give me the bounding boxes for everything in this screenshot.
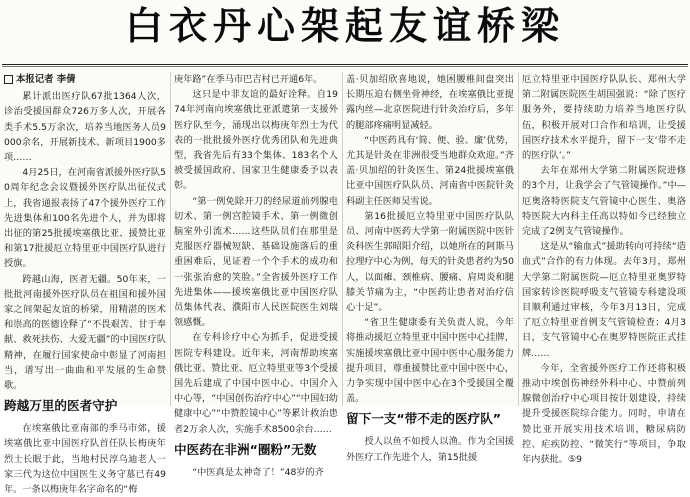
paragraph: 去年在郑州大学第二附属医院进修的3个月，让我学会了气管镜操作。”中—厄奥洛特医院支气管镜中心医生、奥洛特医院大内科主任高以特如今已经独立完成了2例支气管镜操作。	[522, 165, 686, 238]
paragraph: “中医药具有‘简、便、验、廉’优势，尤其是针灸在非洲很受当地群众欢迎。”齐盖·贝加绍的针灸医生、第24批援埃塞俄比亚中国医疗队队员、河南省中医院针灸科副主任医师吴雪说。	[346, 134, 514, 207]
column-3	[346, 72, 514, 463]
headline-rule-thin	[2, 66, 688, 67]
paragraph: 授人以鱼不如授人以渔。作为全国援外医疗工作先进个人，第15批援	[346, 436, 514, 463]
column-divider	[518, 72, 519, 406]
paragraph: 庚年路”在季马市巴吉村已开通6年。	[174, 74, 323, 85]
byline-text: 本报记者 李倩	[16, 74, 76, 85]
paragraph: 累计派出医疗队67批1364人次，诊治受援国群众726万多人次，开展各类手术5.5万余次，培养当地医务人员9000余名，开展新技术、新项目1900多项……	[4, 91, 166, 164]
paragraph: 这只是中非友谊的最好诠释。自1974年河南向埃塞俄比亚派遣第一支援外医疗队至今，涌现出以梅庚年烈士为代表的一批批援外医疗优秀团队和先进典型，我省先后有33个集体、183名个人被受援国政府、国家卫生健康委予以表彰。	[174, 89, 338, 192]
paragraph: 跨越山海，医者无疆。50年来，一批批河南援外医疗队员在祖国和援外国家之间架起友谊的桥梁，用精湛的医术和崇高的医德诠释了“不畏艰苦、甘于奉献、救死扶伤、大爱无疆”的中国医疗队精神，在履行国家使命中彰显了河南担当，谱写出一曲曲和平发展的生命赞歌。	[4, 273, 166, 392]
paragraph: 厄立特里亚中国医疗队队长、郑州大学第二附属医院医生胡国强说：“除了医疗服务外，要持续助力培养当地医疗队伍，积极开展对口合作和培训，让受援国医疗技术水平提升，留下一支‘带不走的医疗队’。”	[522, 74, 686, 162]
paragraph: “第一例免除开刀的经尿道前列腺电切术、第一例宫腔镜手术、第一例微创脑室外引流术……这些队员们在那里是克服医疗器械短缺、基础设施落后的重重困难后，见证着一个个手术的成功和一张张治愈的笑脸。”全省援外医疗工作先进集体——援埃塞俄比亚中国医疗队员集体代表、濮阳市人民医院医生刘瑞领感慨。	[174, 195, 338, 329]
byline	[4, 72, 166, 87]
paragraph: 这是从“输血式”援助转向可持续“造血式”合作的有力体现。去年3月，郑州大学第二附属医院—厄立特里亚奥罗特国家转诊医院呼吸支气管镜专科建设项目顺利通过审核，今年3月13日，完成了厄立特里亚首例支气管镜检查；4月3日，支气管镜中心在奥罗特医院正式挂牌……	[522, 241, 686, 359]
paragraph: “省卫生健康委有关负责人说，今年将推动援厄立特里亚中国中医中心挂牌，实施援埃塞俄比亚中国中医中心服务能力提升项目，尊重援赞比亚中国中医中心，力争实现中国中医中心在3个受援国全覆盖。	[346, 317, 514, 405]
paragraph: 4月25日，在河南省派援外医疗队50周年纪念会议暨援外医疗队出征仪式上，我省通报表扬了47个援外医疗工作先进集体和100名先进个人，并为即将出征的第25批援埃塞俄比亚、援赞比亚和第17批援厄立特里亚中国医疗队进行授旗。	[4, 167, 166, 270]
byline-box-icon	[4, 75, 13, 84]
column-divider	[342, 72, 343, 406]
paragraph: 在埃塞俄比亚南部的季马市郊，援埃塞俄比亚中国医疗队首任队长梅庚年烈士长眠于此，当地村民淳乌迪老人一家三代为这位中国医生义务守墓已有49年。一条以梅庚年名字命名的“梅	[4, 423, 166, 496]
subheading: 留下一支“带不走的医疗队”	[346, 411, 502, 427]
paragraph: 盖·贝加绍欣喜地说，她困腰椎间盘突出长期压迫右侧坐骨神经，在埃塞俄比亚提露内丝—北京医院进行针灸治疗后，多年的腿部疼痛明显减轻。	[346, 74, 514, 131]
paragraph: 今年，全省援外医疗工作还将积极推动中埃创伤神经外科中心、中赞前列腺微创治疗中心项目按计划建设，持续提升受援医院综合能力。同时，申请在赞比亚开展实用技术培训，糖尿病防控、疟疾防控、“微笑行”等项目，争取年内获批。⑤9	[522, 362, 686, 466]
subheading: 跨越万里的医者守护	[4, 398, 118, 414]
subheading: 中医药在非洲“圈粉”无数	[174, 441, 317, 457]
column-4	[522, 72, 686, 466]
column-divider	[170, 72, 171, 406]
headline-rule	[2, 64, 688, 65]
paragraph: “中医真是太神奇了！”48岁的齐	[192, 466, 324, 478]
column-1	[4, 72, 166, 496]
column-2	[174, 72, 338, 478]
paragraph: 第16批援厄立特里亚中国医疗队队员、河南中医药大学第一附属医院中医针灸科医生郭昭阳介绍，以她所在的阿斯马拉理疗中心为例，每天的针灸患者约为50人，以面瘫、颈椎病、腰痛、肩周炎和腿膝关节痛为主，“中医药让患者对治疗信心十足”。	[346, 210, 514, 314]
headline: 白衣丹心架起友谊桥梁	[124, 2, 565, 48]
paragraph: 在专科诊疗中心为抓手，促进受援医院专科建设。近年来，河南帮助埃塞俄比亚、赞比亚、厄立特里亚等3个受援国先后建成了中国中医中心、中国介入中心等，“中国创伤治疗中心”“中国妇幼健康中心”“中赞腔镜中心”等累计救治患者2万余人次，实施手术8500余台……	[174, 332, 338, 435]
